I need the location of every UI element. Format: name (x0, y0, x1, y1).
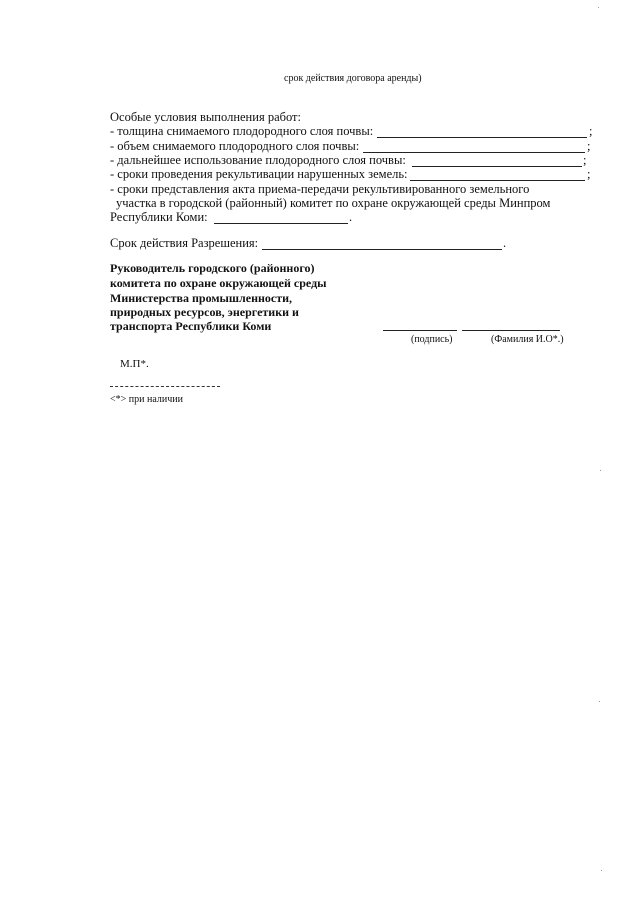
item-terminator: ; (583, 153, 587, 167)
fill-line-act-dates (214, 223, 348, 224)
head-title-line: Министерства промышленности, (110, 291, 293, 305)
signature-line (383, 330, 457, 331)
stamp-place-label: М.П*. (120, 358, 149, 370)
name-caption: (Фамилия И.О*.) (491, 334, 564, 345)
footnote-separator (110, 386, 220, 387)
fill-line-topsoil-thickness (377, 137, 587, 138)
fill-line-permit-validity (262, 249, 502, 250)
condition-item-recultivation-dates: - сроки проведения рекультивации нарушенных земель: (110, 167, 408, 181)
condition-item-topsoil-thickness: - толщина снимаемого плодородного слоя почвы: (110, 124, 374, 138)
scan-speck (599, 701, 600, 702)
permit-validity-label: Срок действия Разрешения: (110, 236, 259, 250)
conditions-title: Особые условия выполнения работ: (110, 110, 301, 124)
scan-speck (598, 7, 599, 8)
scan-speck (600, 470, 601, 471)
item-terminator: ; (589, 124, 593, 138)
condition-item-act-dates-line3: Республики Коми: (110, 210, 208, 224)
footnote-text: <*> при наличии (110, 394, 183, 405)
head-title-line: комитета по охране окружающей среды (110, 276, 327, 290)
fill-line-recultivation-dates (410, 180, 585, 181)
fill-line-topsoil-usage (412, 166, 582, 167)
condition-item-act-dates-line2: участка в городской (районный) комитет по охране окружающей среды Минпром (116, 196, 551, 210)
item-terminator: ; (587, 167, 591, 181)
head-title-line: транспорта Республики Коми (110, 319, 272, 333)
head-title-line: Руководитель городского (районного) (110, 261, 315, 275)
condition-item-topsoil-volume: - объем снимаемого плодородного слоя почвы: (110, 139, 360, 153)
condition-item-topsoil-usage: - дальнейшее использование плодородного слоя почвы: (110, 153, 406, 167)
head-title-line: природных ресурсов, энергетики и (110, 305, 299, 319)
condition-item-act-dates-line1: - сроки представления акта приема-передачи рекультивированного земельного (110, 182, 530, 196)
item-end-period: . (349, 210, 353, 224)
scan-speck (601, 870, 602, 871)
item-terminator: ; (587, 139, 591, 153)
permit-validity-end: . (503, 236, 507, 250)
signature-caption: (подпись) (411, 334, 453, 345)
header-fragment: срок действия договора аренды) (284, 73, 422, 84)
name-line (462, 330, 560, 331)
